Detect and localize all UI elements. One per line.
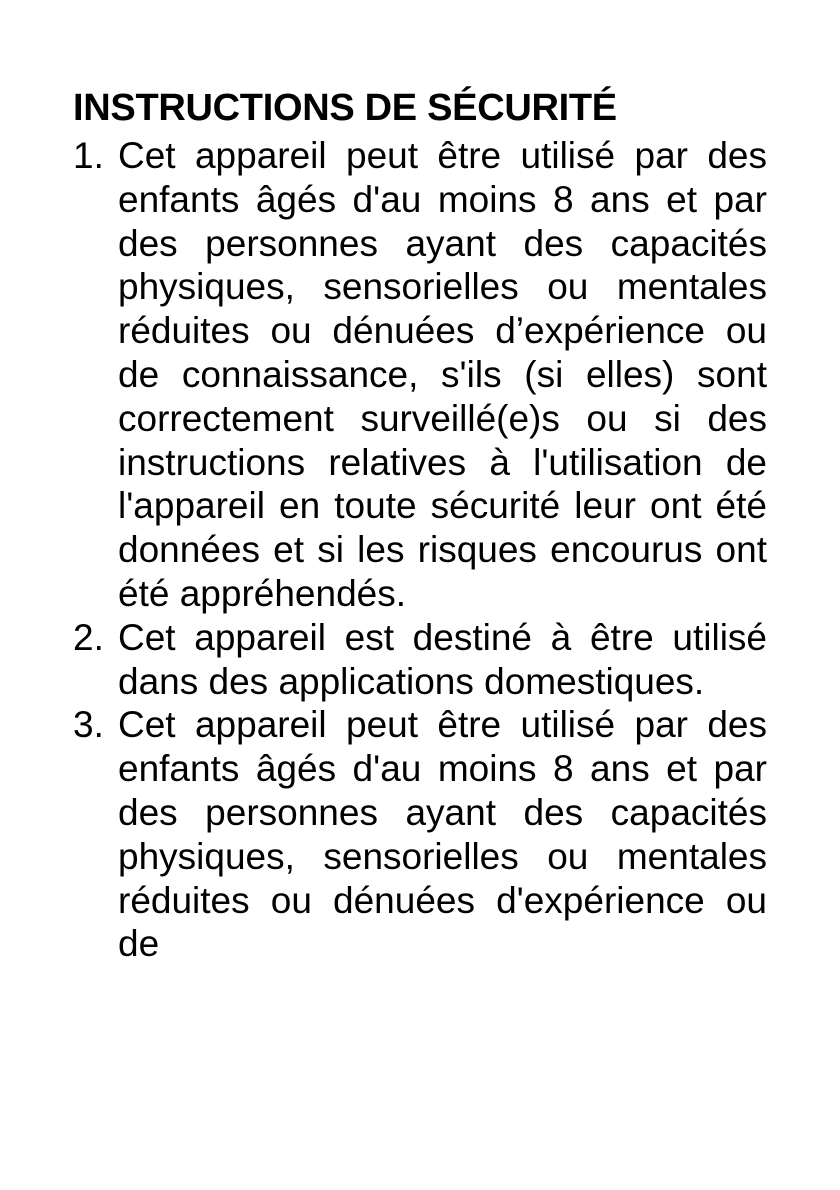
item-text: Cet appareil est destiné à être utilisé dans des applications domestiques. [118,616,767,702]
list-item [73,616,767,704]
item-text: Cet appareil peut être utilisé par des enfants âgés d'au moins 8 ans et par des personnes ayant des capacités physiques, sensorielles ou mentales réduites ou dénuées d’expérience ou de connaissance, s'ils (si elles) sont correctement surveillé(e)s ou si des instructions relatives à l'utilisation de l'appareil en toute sécurité leur ont été données et si les risques encourus ont été appréhendés. [118,135,767,614]
document-page [73,84,767,966]
safety-instructions-list [73,134,767,966]
item-number: 2. [73,616,104,658]
item-text: Cet appareil peut être utilisé par des enfants âgés d'au moins 8 ans et par des personnes ayant des capacités physiques, sensorielles ou mentales réduites ou dénuées d'expérience ou de [118,704,767,965]
list-item [73,134,767,616]
page-title: INSTRUCTIONS DE SÉCURITÉ [73,87,617,129]
item-number: 1. [73,135,104,176]
list-item [73,703,767,966]
item-number: 3. [73,704,104,746]
